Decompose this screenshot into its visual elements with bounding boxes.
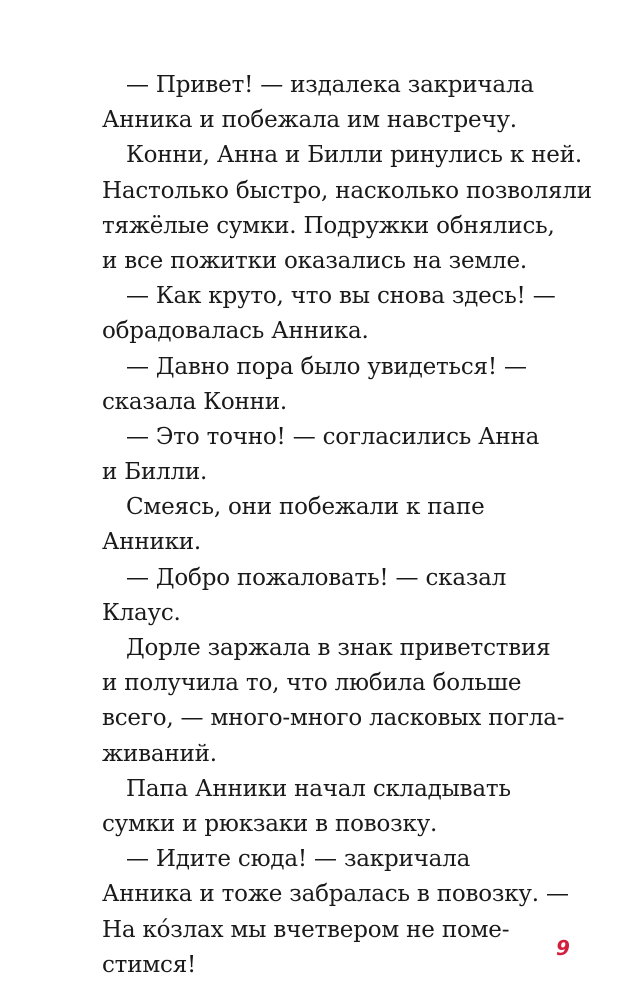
text-line: — Давно пора было увидеться! — <box>126 353 527 380</box>
text-line: всего, — много-много ласковых погла- <box>102 705 565 732</box>
text-line: Дорле заржала в знак приветствия <box>126 635 551 661</box>
text-line: и все пожитки оказались на земле. <box>102 247 527 274</box>
text-line: — Добро пожаловать! — сказал <box>126 564 507 591</box>
text-line: Настолько быстро, насколько позволяли <box>102 177 592 204</box>
text-line: На ко́злах мы вчетвером не поме- <box>102 916 510 943</box>
text-line: и Билли. <box>102 459 208 486</box>
text-line: обрадовалась Анника. <box>102 318 369 345</box>
text-line: — Привет! — издалека закричала <box>126 72 534 98</box>
text-line: Анники. <box>102 529 202 556</box>
text-line: Конни, Анна и Билли ринулись к ней. <box>126 142 582 169</box>
text-line: Анника и побежала им навстречу. <box>102 107 517 134</box>
text-line: Анника и тоже забралась в повозку. — <box>102 881 569 908</box>
text-line: сказала Конни. <box>102 388 288 415</box>
text-line: Смеясь, они побежали к папе <box>126 494 485 521</box>
text-line: тяжёлые сумки. Подружки обнялись, <box>102 212 555 239</box>
text-line: — Идите сюда! — закричала <box>126 846 471 873</box>
text-line: сумки и рюкзаки в повозку. <box>102 810 438 837</box>
page-number: 9 <box>556 936 570 960</box>
text-line: и получила то, что любила больше <box>102 670 522 697</box>
text-line: — Это точно! — согласились Анна <box>126 423 540 450</box>
body-text <box>102 68 592 983</box>
text-line: Папа Анники начал складывать <box>126 775 511 802</box>
text-line: — Как круто, что вы снова здесь! — <box>126 283 556 310</box>
text-line: стимся! <box>102 951 197 978</box>
text-line: живаний. <box>102 740 217 767</box>
text-line: Клаус. <box>102 599 181 626</box>
